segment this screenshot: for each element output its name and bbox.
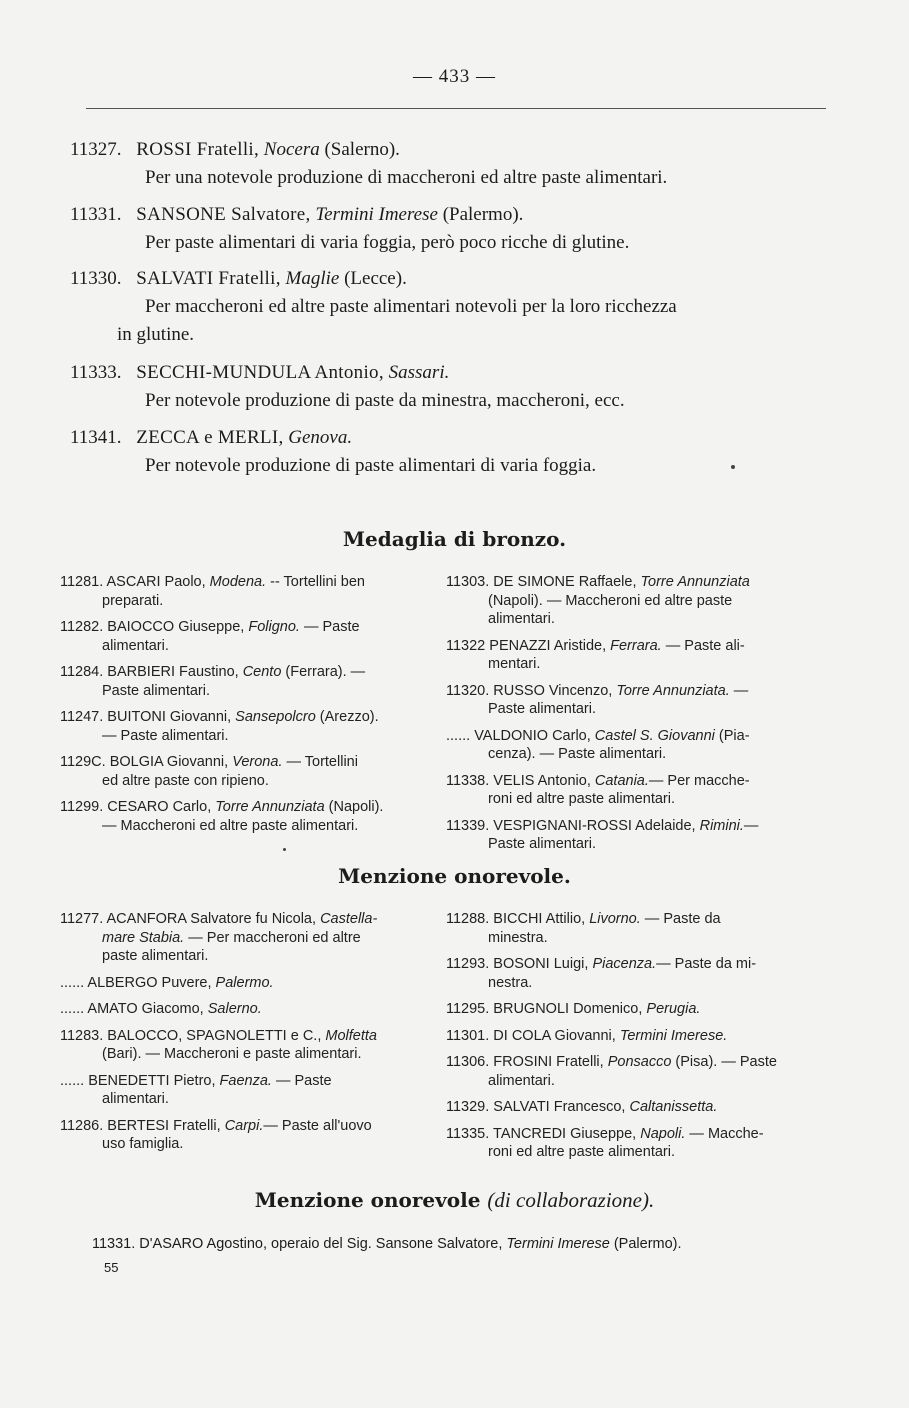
entry-text: 11335. TANCREDI Giuseppe,: [446, 1125, 641, 1142]
entry-line: [446, 682, 748, 701]
entry-line-cont: [60, 817, 383, 836]
exhibitor-place: Piacenza.: [592, 956, 657, 972]
entry-line: [60, 1027, 377, 1046]
exhibitor-name: ROSSI Fratelli,: [136, 139, 260, 160]
entry-text: alimentari.: [102, 1091, 169, 1107]
section-title-bronze: Medaglia di bronzo.: [342, 527, 567, 551]
entry-text: — Paste all'uovo: [263, 1117, 372, 1134]
entry-text: 11284. BARBIERI Faustino,: [60, 664, 243, 680]
mention-right-column: [446, 910, 826, 1160]
entry-text: — Per maccheroni ed altre: [184, 929, 361, 946]
entry-text: alimentari.: [102, 637, 169, 654]
entry-line-cont: [446, 929, 721, 948]
list-entry: [60, 618, 360, 655]
entry-line: [446, 772, 750, 791]
entry-text: — Paste alimentari.: [102, 727, 229, 744]
entry-text: nestra.: [488, 974, 533, 991]
entry-text: 11286. BERTESI Fratelli,: [60, 1117, 225, 1134]
exhibitor-place: Faenza.: [219, 1072, 272, 1089]
entry-line: [446, 1053, 777, 1072]
entry-line: [446, 1098, 717, 1117]
entry-text: (Pisa). — Paste: [671, 1054, 777, 1070]
entry-text: (Napoli). — Maccheroni ed altre paste: [488, 592, 733, 609]
entry-line: [60, 1117, 372, 1136]
entry-text: minestra.: [488, 929, 548, 946]
exhibitor-name: SANSONE Salvatore,: [136, 204, 311, 225]
entry-text: 11288. BICCHI Attilio,: [446, 911, 590, 927]
list-entry: [446, 1000, 700, 1019]
section-title-mention: Menzione onorevole.: [338, 864, 571, 888]
bronze-right-column: [446, 573, 826, 852]
exhibitor-place: Termini Imerese: [315, 204, 438, 225]
entry-text: ...... BENEDETTI Pietro,: [60, 1072, 220, 1089]
entry-line-cont: [60, 682, 365, 701]
exhibitor-place: Torre Annunziata: [640, 574, 750, 590]
list-entry: [446, 910, 721, 947]
entry-text: — Tortellini: [282, 754, 358, 770]
exhibitor-place: Genova.: [288, 427, 353, 448]
entry-text: — Paste: [299, 619, 360, 635]
list-entry: [446, 1053, 777, 1090]
entry-line-cont: [446, 835, 758, 854]
entry-description: Per maccheroni ed altre paste alimentari notevoli per la loro ricchezza: [145, 296, 677, 317]
entry-text: mentari.: [488, 656, 541, 672]
page-number: — 433 —: [413, 66, 496, 87]
entry-line: [60, 753, 358, 772]
exhibitor-place: Palermo.: [215, 974, 274, 991]
entry-text: (Ferrara). —: [281, 664, 366, 680]
exhibitor-name: ZECCA e MERLI,: [136, 427, 284, 448]
list-entry: [446, 682, 748, 719]
entry-text: ...... AMATO Giacomo,: [60, 1001, 208, 1017]
entry-line-cont: [446, 1143, 764, 1162]
entry-line: [446, 910, 721, 929]
entry-text: 11338. VELIS Antonio,: [446, 772, 595, 789]
entry-text: — Maccheroni ed altre paste alimentari.: [102, 817, 359, 834]
list-entry: [446, 573, 750, 629]
exhibitor-place: Napoli.: [640, 1125, 686, 1142]
entry-line: [446, 1027, 727, 1046]
entry-text: uso famiglia.: [102, 1136, 184, 1152]
exhibitor-place: Perugia.: [646, 1001, 701, 1017]
entry-text: 1129C. BOLGIA Giovanni,: [60, 754, 233, 770]
entry-text: 11301. DI COLA Giovanni,: [446, 1027, 620, 1044]
entry-text: 11322 PENAZZI Aristide,: [446, 637, 611, 654]
entry-line: [446, 1125, 764, 1144]
entry-line-cont: [446, 974, 756, 993]
entry-line-cont: [446, 610, 750, 629]
entry-text: (Arezzo).: [315, 709, 379, 725]
exhibitor-place: Molfetta: [325, 1027, 377, 1044]
entry-line-cont: [60, 1090, 332, 1109]
entry-text: (Napoli).: [324, 799, 384, 815]
entry-line-cont: [446, 1072, 777, 1091]
entry-text: Paste alimentari.: [488, 701, 596, 717]
exhibitor-place: Sansepolcro: [235, 709, 316, 725]
exhibitor-place: Caltanissetta.: [629, 1099, 718, 1115]
entry-line-cont: [446, 790, 750, 809]
list-entry: [446, 637, 745, 674]
entry-line: [60, 910, 377, 929]
exhibitor-place: Salerno.: [207, 1001, 262, 1017]
entry-line-cont: [60, 592, 365, 611]
entry-text: alimentari.: [488, 1072, 555, 1089]
entry-text: preparati.: [102, 592, 164, 609]
entry-text: roni ed altre paste alimentari.: [488, 791, 675, 807]
entry-line-cont: [446, 745, 750, 764]
entry-text: 11320. RUSSO Vincenzo,: [446, 682, 617, 699]
exhibitor-place: Ponsacco: [607, 1054, 672, 1070]
exhibitor-place: Cento: [242, 664, 282, 680]
entry-line: [446, 637, 745, 656]
entry-text: cenza). — Paste alimentari.: [488, 746, 667, 762]
exhibitor-place: mare Stabia.: [102, 929, 185, 946]
exhibitor-place: Rimini.: [699, 817, 744, 834]
exhibitor-name: SECCHI-MUNDULA Antonio,: [136, 362, 384, 383]
entry-description: Per una notevole produzione di maccheroni ed altre paste alimentari.: [145, 167, 668, 188]
entry-line-cont: [60, 929, 377, 948]
entry-text: 11247. BUITONI Giovanni,: [60, 709, 236, 725]
exhibitor-place: Catania.: [594, 772, 649, 789]
entry-text: 11299. CESARO Carlo,: [60, 799, 216, 815]
document-page: — 433 — 11327. ROSSI Fratelli, Nocera (Salerno). Per una notevole produzione di maccheroni ed altre paste alimentari. 11331. SANSONE Salvatore, Termini Imerese (Palermo). Per paste alimentari di varia foggia, però poco ricche di glutine. 11330. SALVATI Fratelli, Maglie (Lecce). Per maccheroni ed altre paste alimentari notevoli per la loro ricchezza in glutine. 11333. SECCHI-MUNDULA Antonio, Sassari. Per notevole produzione di paste da minestra, maccheroni, ecc. 11341. ZECCA e MERLI, Genova. Per notevole produzione di paste alimentari di varia foggia. Medaglia di bronzo. 11281. ASCARI Paolo, Modena. -- Tortellini ben preparati. 11282. BAIOCCO Giuseppe, Foligno. — Paste alimentari. 11284. BARBIERI Faustino, Cento (Ferrara). — Paste alimentari. 11247. BUITONI Giovanni, Sansepolcro (Arezzo). — Paste alimentari. 1129C. BOLGIA Giovanni, Verona. — Tortellini ed altre paste con ripieno. 11299. CESARO Carlo, Torre Annunziata (Napoli). — Maccheroni ed altre paste alimentari. 11303. DE SIMONE Raffaele, Torre Annunziata (Napoli). — Maccheroni ed altre paste alimentari. 11322 PENAZZI Aristide, Ferrara. — Paste ali- mentari. 11320. RUSSO Vincenzo, Torre Annunziata. — Paste alimentari. ...... VALDONIO Carlo, Castel S. Giovanni (Pia- cenza). — Paste alimentari. 11338. VELIS Antonio, Catania.— Per macche- roni ed altre paste alimentari. 11339. VESPIGNANI-ROSSI Adelaide, Rimini.— Paste alimentari. Menzione onorevole. 11277. ACANFORA Salvatore fu Nicola, Castella- mare Stabia. — Per maccheroni ed altre paste alimentari. ...... ALBERGO Puvere, Palermo. ...... AMATO Giacomo, Salerno. 11283. BALOCCO, SPAGNOLETTI e C., Molfetta (Bari). — Maccheroni e paste alimentari. ...... BENEDETTI Pietro, Faenza. — Paste alimentari. 11286. BERTESI Fratelli, Carpi.— Paste all'uovo uso famiglia. 11288. BICCHI Attilio, Livorno. — Paste da minestra. 11293. BOSONI Luigi, Piacenza.— Paste da mi- nestra. 11295. BRUGNOLI Domenico, Perugia. 11301. DI COLA Giovanni, Termini Imerese. 11306. FROSINI Fratelli, Ponsacco (Pisa). — Paste alimentari. 11329. SALVATI Francesco, Caltanissetta. 11335. TANCREDI Giuseppe, Napoli. — Macche- roni ed altre paste alimentari. Menzione onorevole (di collaborazione). 11331. D'ASARO Agostino, operaio del Sig. Sansone Salvatore, Termini Imerese (Palermo). 55: [0, 0, 909, 1408]
exhibitor-place: Maglie: [285, 268, 340, 289]
exhibitor-place: Termini Imerese.: [619, 1027, 728, 1044]
entry-text: (Bari). — Maccheroni e paste alimentari.: [102, 1046, 362, 1062]
bronze-left-column: [60, 573, 415, 843]
entry-text: roni ed altre paste alimentari.: [488, 1144, 675, 1160]
exhibitor-place: Foligno.: [248, 619, 300, 635]
entry-line-cont: [60, 637, 360, 656]
entry-line-cont: [60, 1135, 372, 1154]
entry-text: paste alimentari.: [102, 948, 209, 964]
entry-text: Paste alimentari.: [102, 682, 210, 699]
exhibitor-place: Livorno.: [589, 911, 641, 927]
list-entry: [60, 663, 365, 700]
header-rule: [86, 108, 826, 109]
list-entry: [60, 1000, 262, 1019]
entry-description: Per paste alimentari di varia foggia, però poco ricche di glutine.: [145, 232, 630, 253]
list-entry: [446, 955, 756, 992]
entry-line-cont: [446, 655, 745, 674]
entry-text: -- Tortellini ben: [266, 574, 365, 590]
exhibitor-place: Castella-: [320, 911, 378, 927]
entry-text: —: [729, 682, 749, 699]
mention-left-column: [60, 910, 420, 1160]
entry-text: 11281. ASCARI Paolo,: [60, 574, 210, 590]
entry-text: alimentari.: [488, 611, 555, 627]
entry-line: [446, 955, 756, 974]
list-entry: [60, 974, 274, 993]
entry-text: 11277. ACANFORA Salvatore fu Nicola,: [60, 911, 321, 927]
ink-speck: [283, 848, 286, 851]
entry-text: 11293. BOSONI Luigi,: [446, 956, 593, 972]
list-entry: [446, 1027, 727, 1046]
entry-text: — Paste da mi-: [656, 956, 757, 972]
entry-line-cont: [60, 947, 377, 966]
list-entry: [446, 772, 750, 809]
entry-line: [446, 817, 758, 836]
signature-mark: 55: [104, 1260, 119, 1275]
collaboration-entry: 11331. D'ASARO Agostino, operaio del Sig. Sansone Salvatore, Termini Imerese (Palermo).: [92, 1236, 682, 1252]
entry-line-cont: [446, 592, 750, 611]
exhibitor-place: Castel S. Giovanni: [594, 727, 715, 744]
list-entry: [446, 1125, 764, 1162]
list-entry: [60, 1072, 332, 1109]
entry-line: [60, 798, 383, 817]
exhibitor-place: Carpi.: [224, 1117, 264, 1134]
entry-line: [60, 618, 360, 637]
entry-line: [60, 974, 274, 993]
list-entry: [60, 910, 377, 966]
section-title-collaboration: Menzione onorevole (di collaborazione).: [254, 1188, 655, 1212]
entry-line: [446, 727, 750, 746]
entry-text: Paste alimentari.: [488, 836, 596, 852]
entry-line-cont: [60, 727, 379, 746]
entry-text: 11329. SALVATI Francesco,: [446, 1099, 630, 1115]
exhibitor-place: Ferrara.: [610, 637, 662, 654]
exhibitor-place: Torre Annunziata.: [616, 682, 730, 699]
entry-line: [60, 663, 365, 682]
entry-text: — Macche-: [685, 1125, 764, 1142]
entry-text: (Pia-: [714, 727, 750, 744]
exhibitor-place: Modena.: [209, 574, 267, 590]
list-entry: [446, 1098, 717, 1117]
entry-text: 11339. VESPIGNANI-ROSSI Adelaide,: [446, 817, 700, 834]
entry-text: — Paste ali-: [661, 637, 745, 654]
entry-line-cont: [60, 772, 358, 791]
list-entry: [446, 817, 758, 854]
list-entry: [446, 727, 750, 764]
list-entry: [60, 708, 379, 745]
exhibitor-place: Verona.: [232, 754, 283, 770]
entry-line: [446, 1000, 700, 1019]
entry-text: ...... VALDONIO Carlo,: [446, 727, 595, 744]
entry-line: [60, 573, 365, 592]
list-entry: [60, 573, 365, 610]
exhibitor-place: Torre Annunziata: [215, 799, 325, 815]
list-entry: [60, 1027, 377, 1064]
list-entry: [60, 798, 383, 835]
entry-text: 11306. FROSINI Fratelli,: [446, 1054, 608, 1070]
entry-description: Per notevole produzione di paste da minestra, maccheroni, ecc.: [145, 390, 625, 411]
entry-line-cont: [446, 700, 748, 719]
exhibitor-place: Sassari.: [388, 362, 450, 383]
entry-line: [446, 573, 750, 592]
entry-line: [60, 708, 379, 727]
entry-text: 11283. BALOCCO, SPAGNOLETTI e C.,: [60, 1027, 326, 1044]
entry-text: 11303. DE SIMONE Raffaele,: [446, 574, 641, 590]
exhibitor-name: SALVATI Fratelli,: [136, 268, 281, 289]
entry-text: —: [743, 817, 759, 834]
ink-speck: [731, 465, 735, 469]
list-entry: [60, 753, 358, 790]
list-entry: [60, 1117, 372, 1154]
entry-line-cont: [60, 1045, 377, 1064]
entry-text: 11282. BAIOCCO Giuseppe,: [60, 619, 249, 635]
entry-text: ...... ALBERGO Puvere,: [60, 974, 216, 991]
entry-text: — Paste da: [640, 911, 721, 927]
entry-text: — Per macche-: [648, 772, 750, 789]
exhibitor-place: Nocera: [263, 139, 320, 160]
entry-text: — Paste: [271, 1072, 332, 1089]
entry-text: ed altre paste con ripieno.: [102, 772, 269, 789]
entry-line: [60, 1072, 332, 1091]
entry-description: Per notevole produzione di paste alimentari di varia foggia.: [145, 455, 597, 476]
exhibitor-place: Termini Imerese: [506, 1236, 610, 1252]
entry-description-cont: in glutine.: [117, 324, 195, 345]
entry-line: [60, 1000, 262, 1019]
entry-text: 11295. BRUGNOLI Domenico,: [446, 1001, 647, 1017]
